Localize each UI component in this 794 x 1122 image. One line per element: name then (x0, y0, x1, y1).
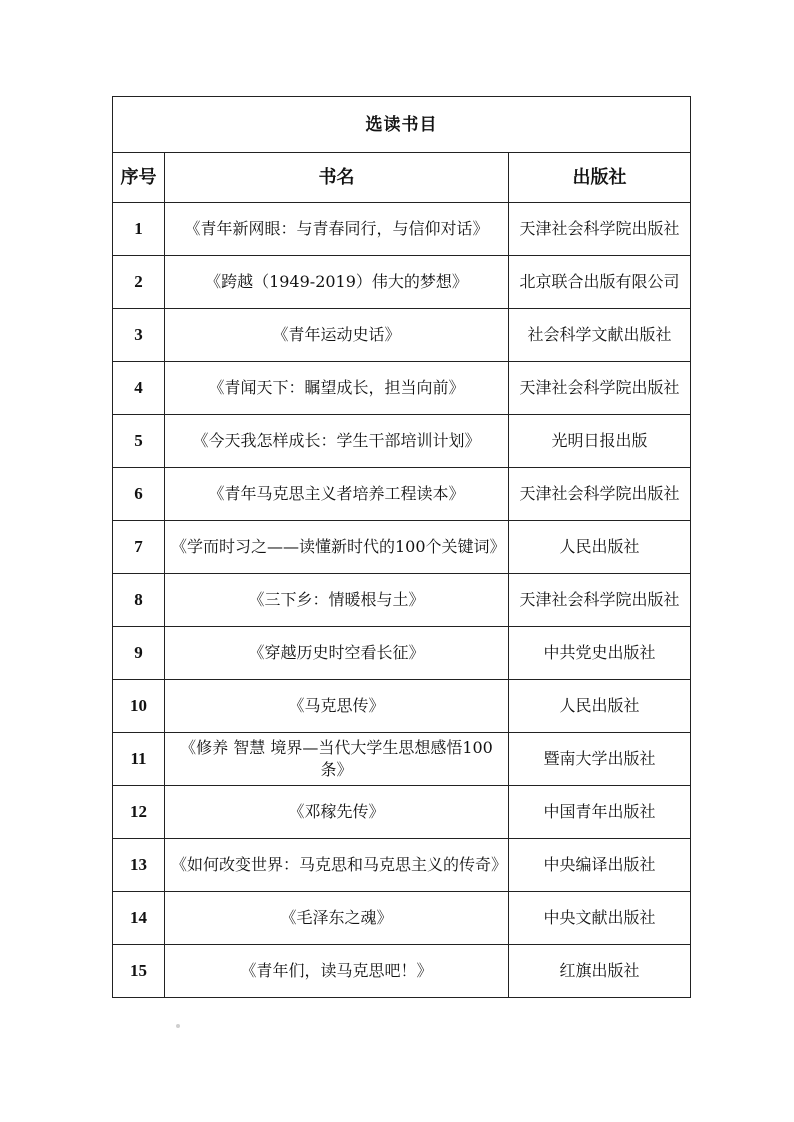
table-row (113, 786, 691, 839)
row-number: 13 (113, 839, 165, 892)
book-title: 《青年马克思主义者培养工程读本》 (165, 468, 509, 521)
table-row (113, 627, 691, 680)
publisher-name: 中国青年出版社 (509, 786, 691, 839)
publisher-name: 天津社会科学院出版社 (509, 468, 691, 521)
publisher-name: 光明日报出版 (509, 415, 691, 468)
publisher-name: 天津社会科学院出版社 (509, 574, 691, 627)
row-number: 8 (113, 574, 165, 627)
table-row (113, 468, 691, 521)
book-title: 《青年运动史话》 (165, 309, 509, 362)
book-title: 《修养 智慧 境界—当代大学生思想感悟100条》 (165, 733, 509, 786)
publisher-name: 红旗出版社 (509, 945, 691, 998)
book-title: 《青闻天下：瞩望成长，担当向前》 (165, 362, 509, 415)
table-row (113, 892, 691, 945)
publisher-name: 中共党史出版社 (509, 627, 691, 680)
table-row (113, 680, 691, 733)
table-row (113, 415, 691, 468)
book-title: 《如何改变世界：马克思和马克思主义的传奇》 (165, 839, 509, 892)
row-number: 12 (113, 786, 165, 839)
publisher-name: 天津社会科学院出版社 (509, 203, 691, 256)
row-number: 7 (113, 521, 165, 574)
publisher-name: 人民出版社 (509, 680, 691, 733)
header-book-title: 书名 (165, 153, 509, 203)
row-number: 11 (113, 733, 165, 786)
table-row (113, 733, 691, 786)
table-row (113, 574, 691, 627)
publisher-name: 北京联合出版有限公司 (509, 256, 691, 309)
publisher-name: 人民出版社 (509, 521, 691, 574)
row-number: 3 (113, 309, 165, 362)
book-title: 《三下乡：情暖根与土》 (165, 574, 509, 627)
book-title: 《青年新网眼：与青春同行，与信仰对话》 (165, 203, 509, 256)
row-number: 1 (113, 203, 165, 256)
book-title: 《跨越（1949-2019）伟大的梦想》 (165, 256, 509, 309)
table-row (113, 521, 691, 574)
row-number: 14 (113, 892, 165, 945)
table-row (113, 839, 691, 892)
header-publisher: 出版社 (509, 153, 691, 203)
publisher-name: 社会科学文献出版社 (509, 309, 691, 362)
book-title: 《马克思传》 (165, 680, 509, 733)
publisher-name: 暨南大学出版社 (509, 733, 691, 786)
publisher-name: 天津社会科学院出版社 (509, 362, 691, 415)
table-row (113, 945, 691, 998)
table-row (113, 362, 691, 415)
publisher-name: 中央文献出版社 (509, 892, 691, 945)
table-row (113, 203, 691, 256)
row-number: 5 (113, 415, 165, 468)
table-row (113, 309, 691, 362)
publisher-name: 中央编译出版社 (509, 839, 691, 892)
row-number: 4 (113, 362, 165, 415)
row-number: 9 (113, 627, 165, 680)
book-title: 《穿越历史时空看长征》 (165, 627, 509, 680)
table-row (113, 256, 691, 309)
book-title: 《青年们，读马克思吧！》 (165, 945, 509, 998)
table-title: 选读书目 (113, 97, 691, 153)
book-title: 《毛泽东之魂》 (165, 892, 509, 945)
book-title: 《邓稼先传》 (165, 786, 509, 839)
book-title: 《今天我怎样成长：学生干部培训计划》 (165, 415, 509, 468)
row-number: 6 (113, 468, 165, 521)
row-number: 10 (113, 680, 165, 733)
table-header-row (113, 153, 691, 203)
scan-speck (176, 1024, 180, 1028)
row-number: 2 (113, 256, 165, 309)
row-number: 15 (113, 945, 165, 998)
header-number: 序号 (113, 153, 165, 203)
table-title-row (113, 97, 691, 153)
book-title: 《学而时习之——读懂新时代的100个关键词》 (165, 521, 509, 574)
reading-list-table (112, 96, 691, 998)
